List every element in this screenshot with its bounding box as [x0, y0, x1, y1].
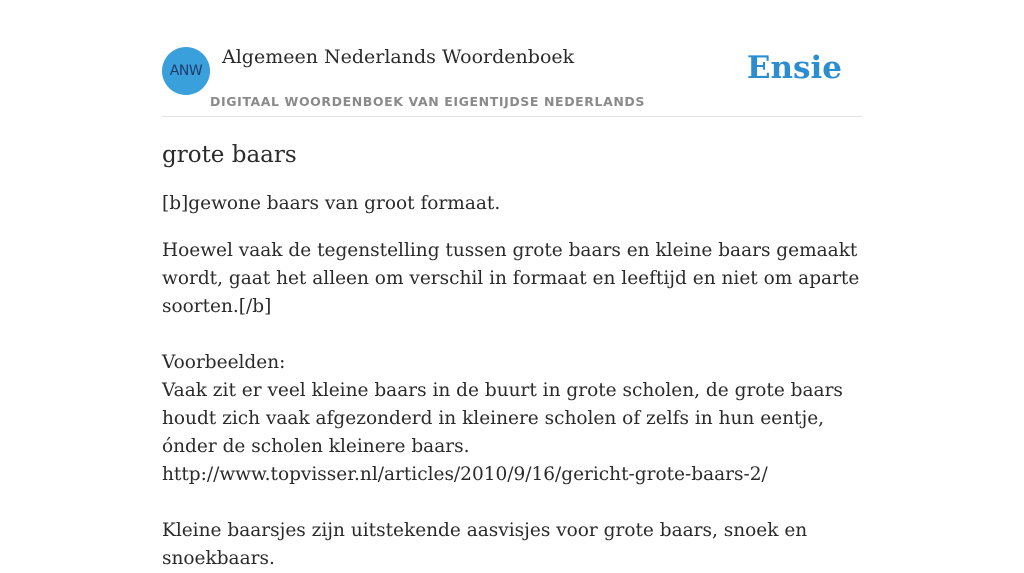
site-header [162, 0, 862, 117]
site-subtitle: DIGITAAL WOORDENBOEK VAN EIGENTIJDSE NEDERLANDS [210, 94, 646, 109]
entry-explanation: Hoewel vaak de tegenstelling tussen grote baars en kleine baars gemaakt wordt, gaat het alleen om verschil in formaat en leeftijd en niet om aparte soorten.[/b] Voorbeelden: Vaak zit er veel kleine baars in de buurt in grote scholen, de grote baars houdt zich vaak afgezonderd in kleinere scholen of zelfs in hun eentje, ónder de scholen kleinere baars. http://www.topvisser.nl/articles/2010/9/16/gericht-grote-baars-2/ Kleine baarsjes zijn uitstekende aasvisjes voor grote baars, snoek en snoekbaars. [162, 240, 860, 569]
entry-term: grote baars [162, 142, 297, 168]
ensie-logo[interactable]: Ensie [746, 50, 842, 86]
site-title[interactable]: Algemeen Nederlands Woordenboek [222, 46, 575, 68]
entry-definition: [b]gewone baars van groot formaat. [162, 193, 501, 214]
anw-logo[interactable] [162, 47, 210, 95]
entry-content [162, 138, 862, 573]
anw-logo-text: ANW [169, 63, 203, 79]
